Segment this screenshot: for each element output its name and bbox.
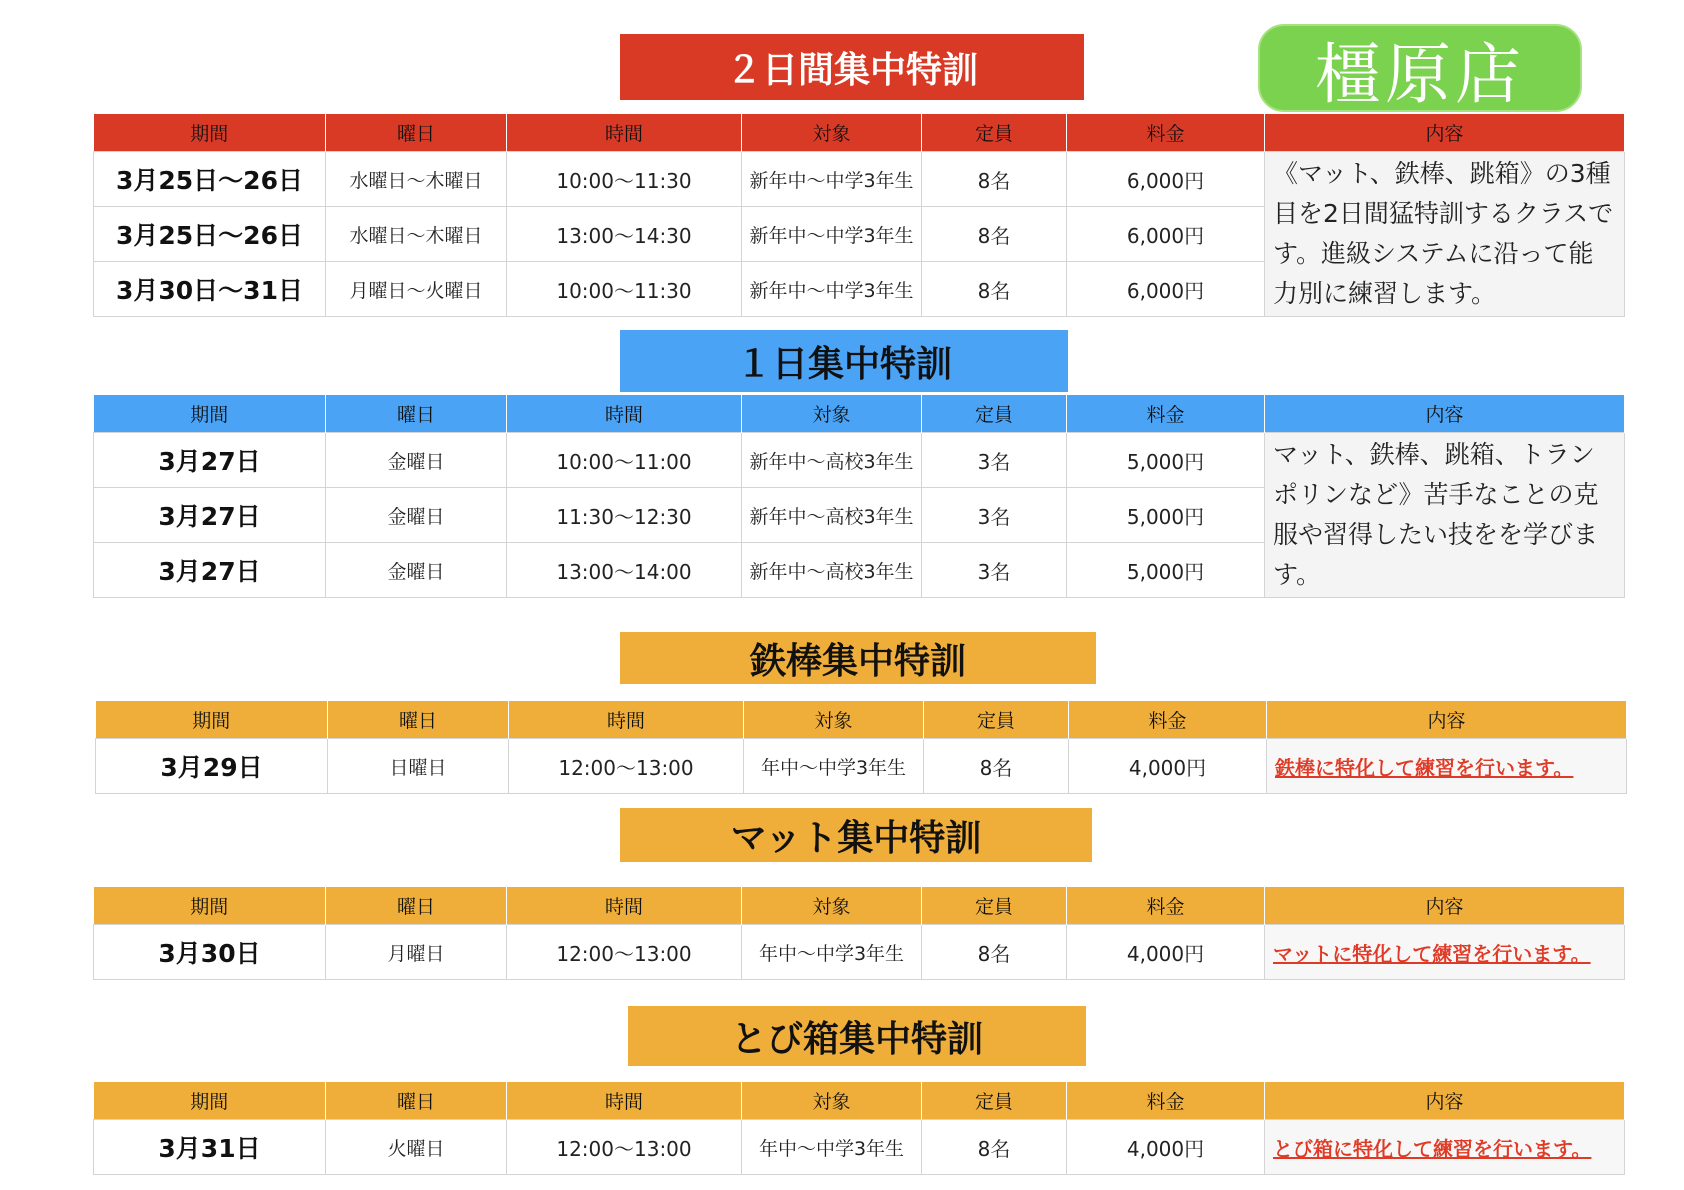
period-cell: 3月29日 [96,739,328,794]
target-cell: 新年中〜高校3年生 [742,543,922,598]
table-header-row [94,395,1625,433]
content-link[interactable]: とび箱に特化して練習を行います。 [1273,1136,1592,1161]
fee-cell: 4,000円 [1069,739,1267,794]
capacity-cell: 8名 [922,1120,1067,1175]
table-row [94,152,1625,207]
table-row [96,739,1627,794]
capacity-cell: 8名 [922,262,1067,317]
time-cell: 12:00〜13:00 [509,739,744,794]
table-header-row [94,114,1625,152]
header-capacity: 定員 [922,395,1067,433]
header-content: 内容 [1265,887,1625,925]
period-cell: 3月25日〜26日 [94,207,326,262]
header-target: 対象 [744,701,924,739]
table-row [94,433,1625,488]
capacity-cell: 3名 [922,433,1067,488]
day-cell: 金曜日 [326,433,507,488]
fee-cell: 4,000円 [1067,1120,1265,1175]
header-period: 期間 [94,887,326,925]
day-cell: 金曜日 [326,488,507,543]
header-day: 曜日 [326,1082,507,1120]
period-cell: 3月27日 [94,433,326,488]
header-period: 期間 [96,701,328,739]
fee-cell: 5,000円 [1067,433,1265,488]
period-cell: 3月25日〜26日 [94,152,326,207]
time-cell: 11:30〜12:30 [507,488,742,543]
header-day: 曜日 [328,701,509,739]
header-time: 時間 [507,395,742,433]
content-cell [1267,739,1627,794]
content-cell [1265,925,1625,980]
target-cell: 年中〜中学3年生 [742,1120,922,1175]
header-fee: 料金 [1067,1082,1265,1120]
header-day: 曜日 [326,395,507,433]
header-fee: 料金 [1067,887,1265,925]
header-content: 内容 [1265,1082,1625,1120]
section-title-mat: マット集中特訓 [620,808,1092,862]
store-name-badge: 橿原店 [1258,24,1582,112]
capacity-cell: 8名 [922,925,1067,980]
section-title-1day: １日集中特訓 [620,330,1068,392]
header-target: 対象 [742,395,922,433]
header-capacity: 定員 [922,1082,1067,1120]
time-cell: 13:00〜14:00 [507,543,742,598]
day-cell: 火曜日 [326,1120,507,1175]
content-description: マット、鉄棒、跳箱、トランポリンなど》苦手なことの克服や習得したい技をを学びます。 [1265,433,1625,598]
time-cell: 13:00〜14:30 [507,207,742,262]
content-link[interactable]: マットに特化して練習を行います。 [1273,941,1591,966]
content-link[interactable]: 鉄棒に特化して練習を行います。 [1275,755,1574,780]
header-content: 内容 [1265,395,1625,433]
table-header-row [94,1082,1625,1120]
fee-cell: 6,000円 [1067,152,1265,207]
capacity-cell: 8名 [924,739,1069,794]
fee-cell: 5,000円 [1067,543,1265,598]
header-day: 曜日 [326,887,507,925]
period-cell: 3月30日〜31日 [94,262,326,317]
period-cell: 3月31日 [94,1120,326,1175]
time-cell: 10:00〜11:30 [507,262,742,317]
header-day: 曜日 [326,114,507,152]
period-cell: 3月27日 [94,488,326,543]
header-time: 時間 [507,887,742,925]
target-cell: 新年中〜中学3年生 [742,152,922,207]
header-period: 期間 [94,395,326,433]
target-cell: 年中〜中学3年生 [744,739,924,794]
day-cell: 月曜日〜火曜日 [326,262,507,317]
table-header-row [96,701,1627,739]
day-cell: 日曜日 [328,739,509,794]
header-content: 内容 [1265,114,1625,152]
target-cell: 新年中〜中学3年生 [742,207,922,262]
section-title-vault: とび箱集中特訓 [628,1006,1086,1066]
schedule-table-1day [93,395,1625,598]
target-cell: 新年中〜高校3年生 [742,488,922,543]
header-time: 時間 [509,701,744,739]
fee-cell: 4,000円 [1067,925,1265,980]
header-period: 期間 [94,1082,326,1120]
header-time: 時間 [507,114,742,152]
content-cell [1265,1120,1625,1175]
day-cell: 月曜日 [326,925,507,980]
fee-cell: 5,000円 [1067,488,1265,543]
header-capacity: 定員 [922,887,1067,925]
section-title-bar: 鉄棒集中特訓 [620,632,1096,684]
target-cell: 新年中〜中学3年生 [742,262,922,317]
schedule-table-bar [95,701,1627,794]
header-fee: 料金 [1069,701,1267,739]
day-cell: 水曜日〜木曜日 [326,152,507,207]
target-cell: 新年中〜高校3年生 [742,433,922,488]
capacity-cell: 8名 [922,152,1067,207]
schedule-table-mat [93,887,1625,980]
header-content: 内容 [1267,701,1627,739]
period-cell: 3月27日 [94,543,326,598]
time-cell: 10:00〜11:30 [507,152,742,207]
table-header-row [94,887,1625,925]
fee-cell: 6,000円 [1067,262,1265,317]
header-target: 対象 [742,887,922,925]
table-row [94,1120,1625,1175]
time-cell: 12:00〜13:00 [507,925,742,980]
header-capacity: 定員 [922,114,1067,152]
header-fee: 料金 [1067,395,1265,433]
time-cell: 10:00〜11:00 [507,433,742,488]
capacity-cell: 3名 [922,543,1067,598]
header-time: 時間 [507,1082,742,1120]
capacity-cell: 3名 [922,488,1067,543]
content-description: 《マット、鉄棒、跳箱》の3種目を2日間猛特訓するクラスです。進級システムに沿って能力別に練習します。 [1265,152,1625,317]
fee-cell: 6,000円 [1067,207,1265,262]
schedule-table-vault [93,1082,1625,1175]
header-capacity: 定員 [924,701,1069,739]
header-target: 対象 [742,114,922,152]
period-cell: 3月30日 [94,925,326,980]
day-cell: 水曜日〜木曜日 [326,207,507,262]
time-cell: 12:00〜13:00 [507,1120,742,1175]
header-fee: 料金 [1067,114,1265,152]
schedule-table-2day [93,114,1625,317]
capacity-cell: 8名 [922,207,1067,262]
target-cell: 年中〜中学3年生 [742,925,922,980]
header-period: 期間 [94,114,326,152]
section-title-2day: ２日間集中特訓 [620,34,1084,100]
header-target: 対象 [742,1082,922,1120]
day-cell: 金曜日 [326,543,507,598]
table-row [94,925,1625,980]
